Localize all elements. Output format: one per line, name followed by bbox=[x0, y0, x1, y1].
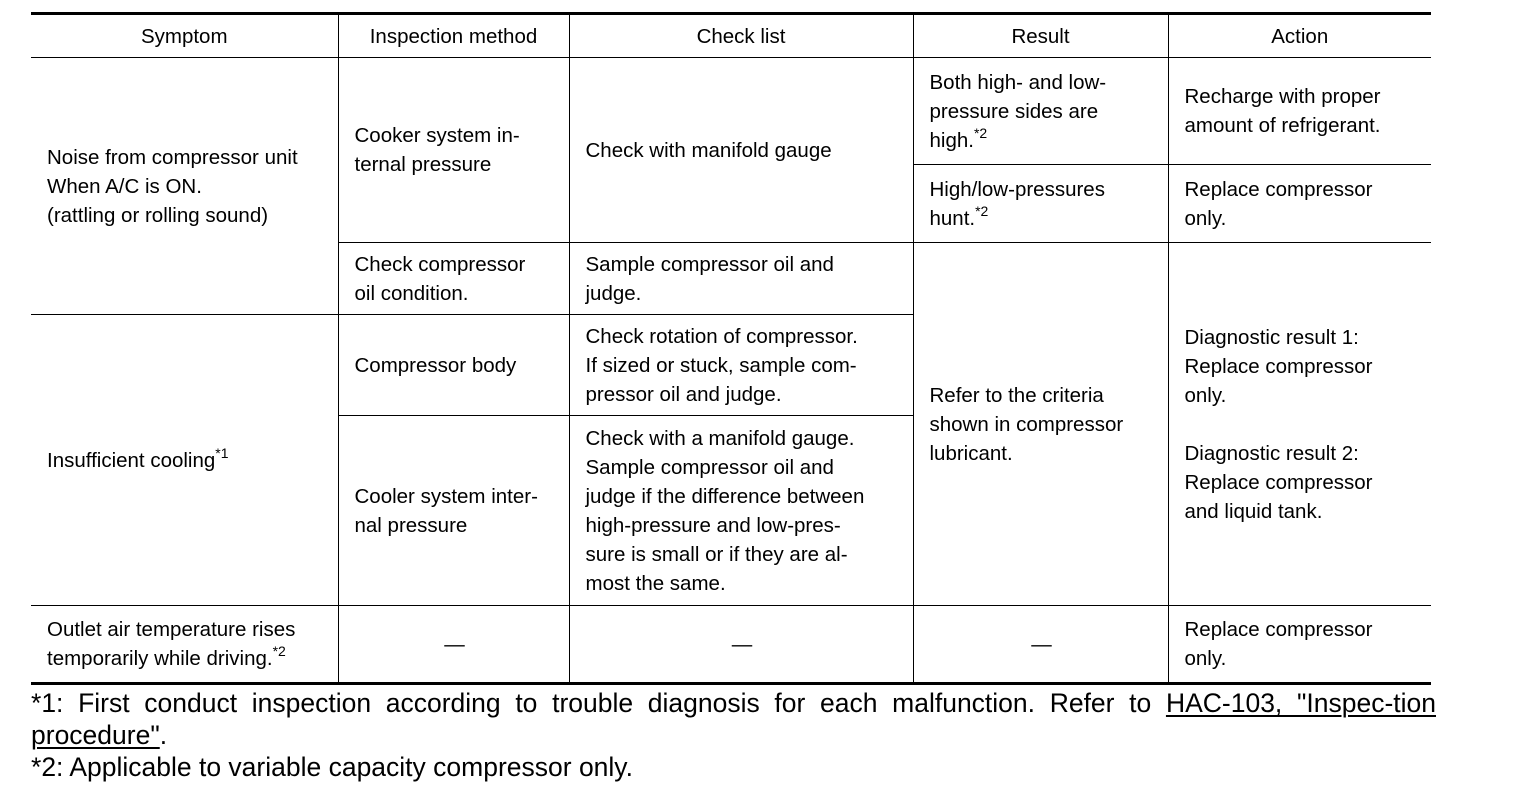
header-inspection-method: Inspection method bbox=[338, 14, 569, 58]
method-compressor-body-cell: Compressor body bbox=[338, 315, 569, 416]
action-diagnostic-cell: Diagnostic result 1: Replace compressor only. Diagnostic result 2: Replace compressor and liquid tank. bbox=[1168, 243, 1431, 606]
symptom-outlet-temperature-cell bbox=[31, 606, 338, 684]
result-hunt-cell bbox=[913, 165, 1168, 243]
result-dash-cell: — bbox=[913, 606, 1168, 684]
footnote-1-text: *1: First conduct inspection according to trouble diagnosis for each malfunction. Refer to bbox=[31, 688, 1166, 718]
symptom-noise-cell: Noise from compressor unit When A/C is ON. (rattling or rolling sound) bbox=[31, 58, 338, 315]
table-header-row bbox=[31, 14, 1431, 58]
check-rotation-cell: Check rotation of compressor. If sized or stuck, sample com- pressor oil and judge. bbox=[569, 315, 913, 416]
action-replace-only-cell: Replace compressor only. bbox=[1168, 165, 1431, 243]
table-row bbox=[31, 606, 1431, 684]
method-dash-cell: — bbox=[338, 606, 569, 684]
result-both-high-text: Both high- and low- pressure sides are high. bbox=[929, 70, 1107, 152]
footnote-1-end: . bbox=[159, 720, 168, 750]
result-hunt-text: High/low-pressures hunt. bbox=[929, 177, 1105, 230]
header-result: Result bbox=[913, 14, 1168, 58]
check-manifold-sample-cell: Check with a manifold gauge. Sample compressor oil and judge if the difference between high-pressure and low-pres- sure is small or if they are al- most the same. bbox=[569, 416, 913, 606]
check-dash-cell: — bbox=[569, 606, 913, 684]
document-content bbox=[31, 12, 1436, 783]
table-row bbox=[31, 58, 1431, 165]
check-sample-oil-cell: Sample compressor oil and judge. bbox=[569, 243, 913, 315]
method-cooker-pressure-cell: Cooker system in- ternal pressure bbox=[338, 58, 569, 243]
method-cooler-pressure-cell: Cooler system inter- nal pressure bbox=[338, 416, 569, 606]
header-action: Action bbox=[1168, 14, 1431, 58]
footnote-mark: *1 bbox=[215, 444, 229, 461]
header-symptom: Symptom bbox=[31, 14, 338, 58]
action-recharge-cell: Recharge with proper amount of refrigerant. bbox=[1168, 58, 1431, 165]
footnote-2: *2: Applicable to variable capacity compressor only. bbox=[31, 752, 633, 782]
symptom-insufficient-cooling-cell bbox=[31, 315, 338, 606]
result-criteria-cell: Refer to the criteria shown in compressor lubricant. bbox=[913, 243, 1168, 606]
inspection-procedure-link[interactable]: HAC-103, "Inspec-tion procedure" bbox=[31, 688, 1436, 750]
action-outlet-replace-cell: Replace compressor only. bbox=[1168, 606, 1431, 684]
diagnosis-table bbox=[31, 12, 1431, 685]
method-oil-condition-cell: Check compressor oil condition. bbox=[338, 243, 569, 315]
symptom-insufficient-text: Insufficient cooling bbox=[47, 448, 216, 472]
header-check-list: Check list bbox=[569, 14, 913, 58]
symptom-outlet-text: Outlet air temperature rises temporarily while driving. bbox=[47, 618, 296, 670]
footnote-1 bbox=[31, 687, 1436, 751]
footnote-mark: *2 bbox=[975, 202, 989, 219]
footnote-mark: *2 bbox=[272, 643, 286, 659]
check-manifold-cell: Check with manifold gauge bbox=[569, 58, 913, 243]
footnote-mark: *2 bbox=[973, 124, 988, 141]
footnotes bbox=[31, 687, 1436, 783]
result-both-high-cell bbox=[913, 58, 1168, 165]
